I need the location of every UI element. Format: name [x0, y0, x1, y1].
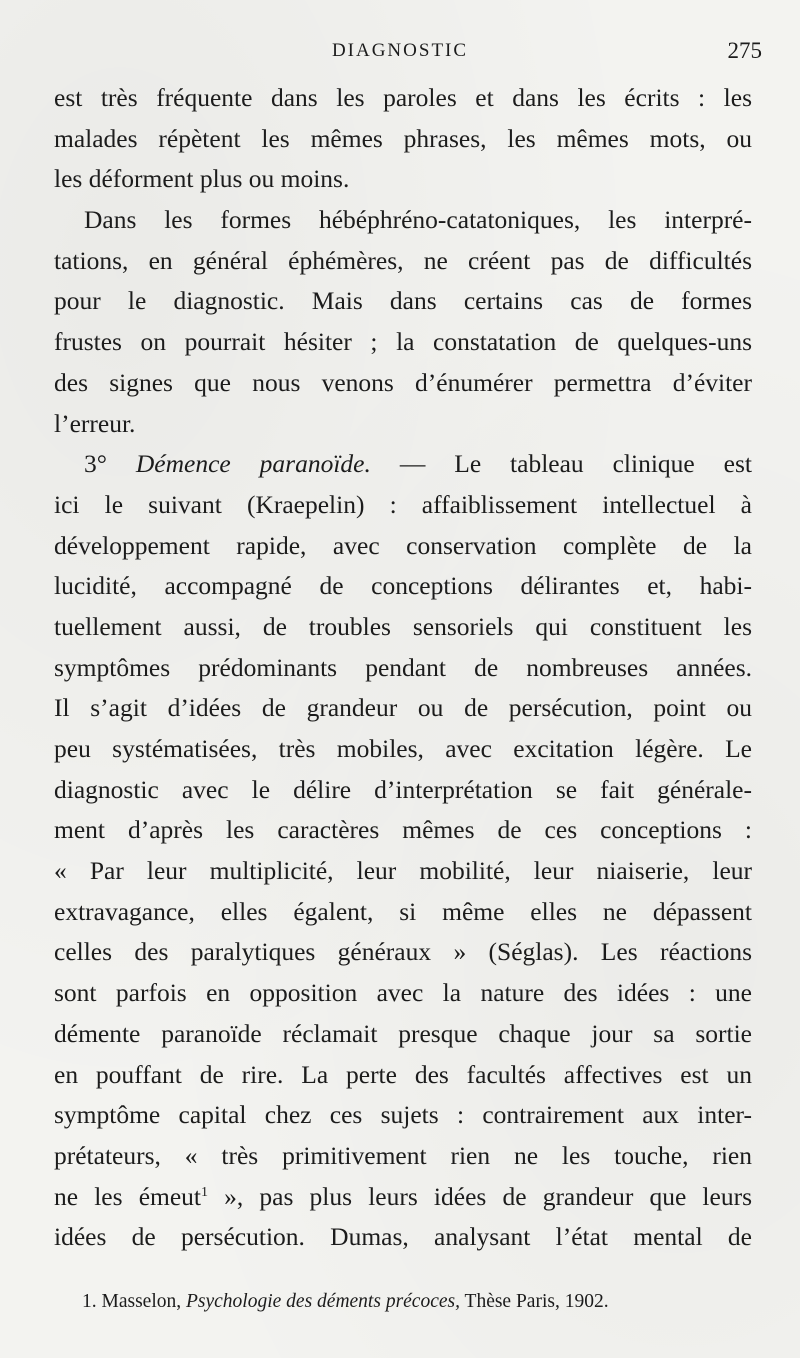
text-line: les déforment plus ou moins. — [54, 164, 350, 194]
text-line: tuellement aussi, de troubles sensoriels qui constituent les — [54, 611, 752, 641]
footnote-number: 1. — [82, 1291, 97, 1312]
text-line: symptôme capital chez ces sujets : contrairement aux inter- — [54, 1100, 752, 1130]
footnote-author: Masselon, — [101, 1291, 182, 1312]
text-line: celles des paralytiques généraux » (Séglas). Les réactions — [54, 937, 752, 967]
text-line: lucidité, accompagné de conceptions délirantes et, habi- — [54, 571, 752, 601]
section-heading-rest: — Le tableau clinique est — [399, 449, 753, 479]
text-line: des signes que nous venons d’énumérer permettra d’éviter — [54, 367, 752, 397]
text-line: extravagance, elles égalent, si même elles ne dépassent — [54, 896, 752, 926]
text-line: symptômes prédominants pendant de nombreuses années. — [54, 652, 752, 682]
footnote-title: Psychologie des déments précoces, — [186, 1291, 460, 1312]
text-line: en pouffant de rire. La perte des facultés affectives est un — [54, 1059, 752, 1089]
text-line: ici le suivant (Kraepelin) : affaiblissement intellectuel à — [54, 489, 752, 519]
running-head-title: DIAGNOSTIC — [331, 40, 469, 61]
footnote — [82, 1291, 732, 1313]
footnote-rest: Thèse Paris, 1902. — [464, 1291, 609, 1312]
text-line: ment d’après les caractères mêmes de ces conceptions : — [54, 815, 752, 845]
text-line: Dans les formes hébéphréno-catatoniques, les interpré- — [84, 205, 752, 235]
running-head — [0, 38, 800, 68]
text-line: malades répètent les mêmes phrases, les mêmes mots, ou — [54, 123, 752, 153]
text-line: développement rapide, avec conservation complète de la — [54, 530, 752, 560]
text-line: « Par leur multiplicité, leur mobilité, leur niaiserie, leur — [54, 856, 752, 886]
text-line: est très fréquente dans les paroles et dans les écrits : les — [54, 83, 752, 112]
text-line: démente paranoïde réclamait presque chaque jour sa sortie — [54, 1018, 752, 1048]
footnote-ref-after: », pas plus leurs idées de grandeur que leurs — [208, 1181, 752, 1211]
text-line: l’erreur. — [54, 408, 136, 438]
page-number: 275 — [727, 38, 762, 63]
section-heading-line — [54, 444, 752, 485]
section-heading: Démence paranoïde. — [135, 449, 371, 479]
text-line: diagnostic avec le délire d’interprétation se fait générale- — [54, 774, 752, 804]
footnote-ref-before: ne les émeut — [54, 1181, 201, 1211]
text-line: sont parfois en opposition avec la nature des idées : une — [54, 978, 752, 1008]
body-text — [54, 78, 752, 1258]
text-line: Il s’agit d’idées de grandeur ou de persécution, point ou — [54, 693, 752, 723]
text-line: prétateurs, « très primitivement rien ne les touche, rien — [54, 1140, 752, 1170]
footnote-reference-line — [54, 1177, 752, 1218]
text-line: pour le diagnostic. Mais dans certains cas de formes — [54, 286, 752, 316]
text-line: peu systématisées, très mobiles, avec excitation légère. Le — [54, 734, 752, 763]
section-number: 3° — [84, 449, 107, 479]
text-line: tations, en général éphémères, ne créent pas de difficultés — [54, 245, 752, 275]
footnote-marker[interactable]: 1 — [201, 1184, 208, 1200]
text-line: idées de persécution. Dumas, analysant l’état mental de — [54, 1222, 752, 1252]
text-line: frustes on pourrait hésiter ; la constatation de quelques-uns — [54, 327, 752, 357]
